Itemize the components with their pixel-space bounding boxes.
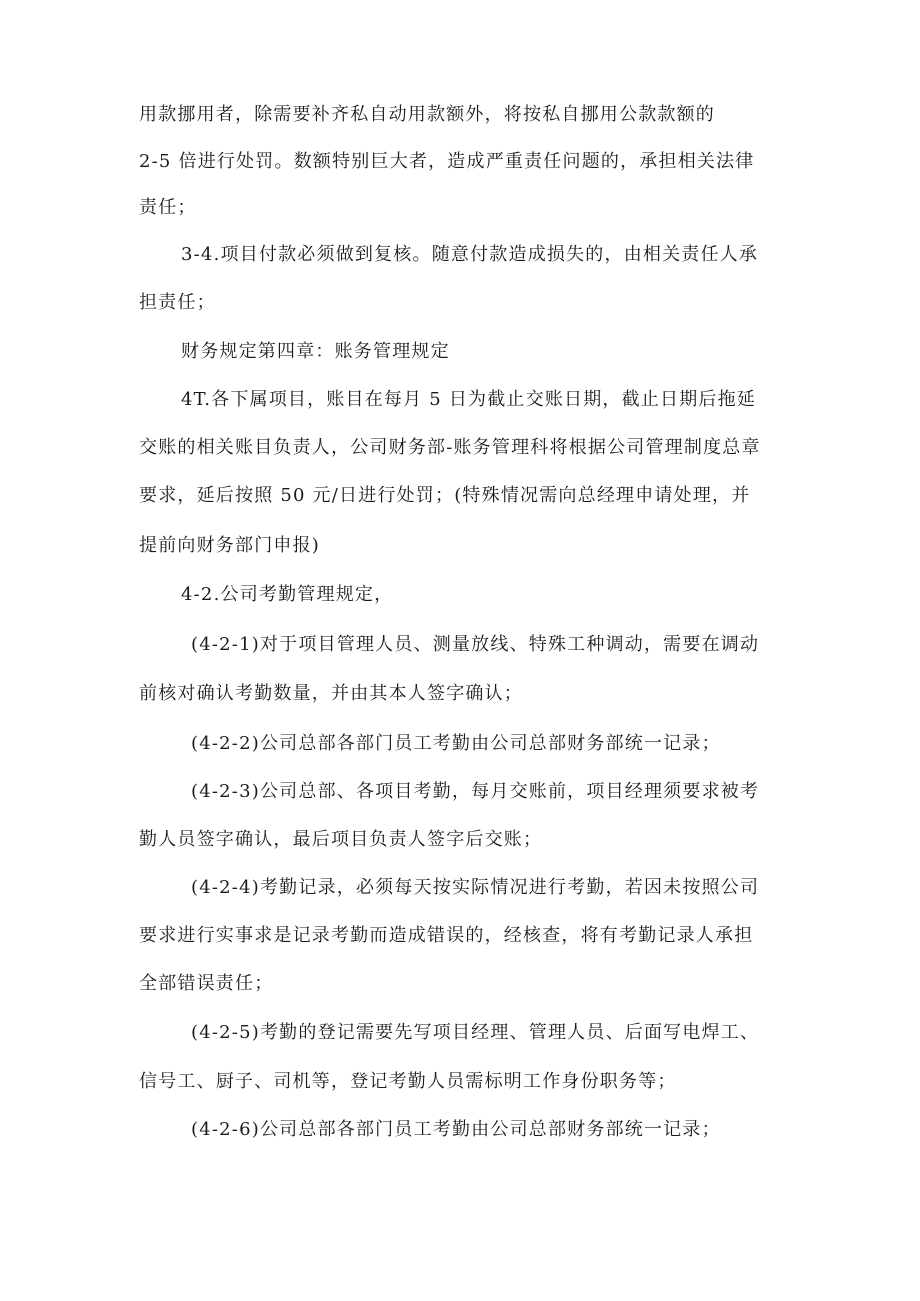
text-line: 交账的相关账目负责人，公司财务部-账务管理科将根据公司管理制度总章: [139, 437, 761, 458]
text-line: 前核对确认考勤数量，并由其本人签字确认；: [139, 683, 523, 704]
text-line: 4T.各下属项目，账目在每月 5 日为截止交账日期，截止日期后拖延: [181, 389, 757, 410]
text-line: (4-2-3)公司总部、各项目考勤，每月交账前，项目经理须要求被考: [191, 781, 760, 802]
text-line: (4-2-2)公司总部各部门员工考勤由公司总部财务部统一记录；: [191, 733, 721, 754]
text-line: 2-5 倍进行处罚。数额特别巨大者，造成严重责任问题的，承担相关法律: [139, 151, 755, 172]
text-line: 要求，延后按照 50 元/日进行处罚；(特殊情况需向总经理申请处理，并: [139, 485, 751, 506]
text-line: 责任；: [139, 197, 197, 218]
text-line: 提前向财务部门申报): [139, 535, 321, 556]
text-line: (4-2-1)对于项目管理人员、测量放线、特殊工种调动，需要在调动: [191, 634, 760, 655]
text-line: 勤人员签字确认，最后项目负责人签字后交账；: [139, 829, 543, 850]
text-line: 3-4.项目付款必须做到复核。随意付款造成损失的，由相关责任人承: [181, 244, 759, 265]
text-line: 全部错误责任；: [139, 973, 274, 994]
text-line: 要求进行实事求是记录考勤而造成错误的，经核查，将有考勤记录人承担: [139, 925, 754, 946]
text-line: 用款挪用者，除需要补齐私自动用款额外，将按私自挪用公款款额的: [139, 104, 715, 125]
text-line: 担责任；: [139, 292, 216, 313]
text-line: (4-2-6)公司总部各部门员工考勤由公司总部财务部统一记录；: [191, 1119, 721, 1140]
text-line: (4-2-5)考勤的登记需要先写项目经理、管理人员、后面写电焊工、: [191, 1022, 760, 1043]
text-line: 信号工、厨子、司机等，登记考勤人员需标明工作身份职务等；: [139, 1071, 677, 1092]
text-line: 4-2.公司考勤管理规定，: [181, 584, 394, 605]
section-heading: 财务规定第四章：账务管理规定: [181, 341, 450, 362]
text-line: (4-2-4)考勤记录，必须每天按实际情况进行考勤，若因未按照公司: [191, 877, 760, 898]
